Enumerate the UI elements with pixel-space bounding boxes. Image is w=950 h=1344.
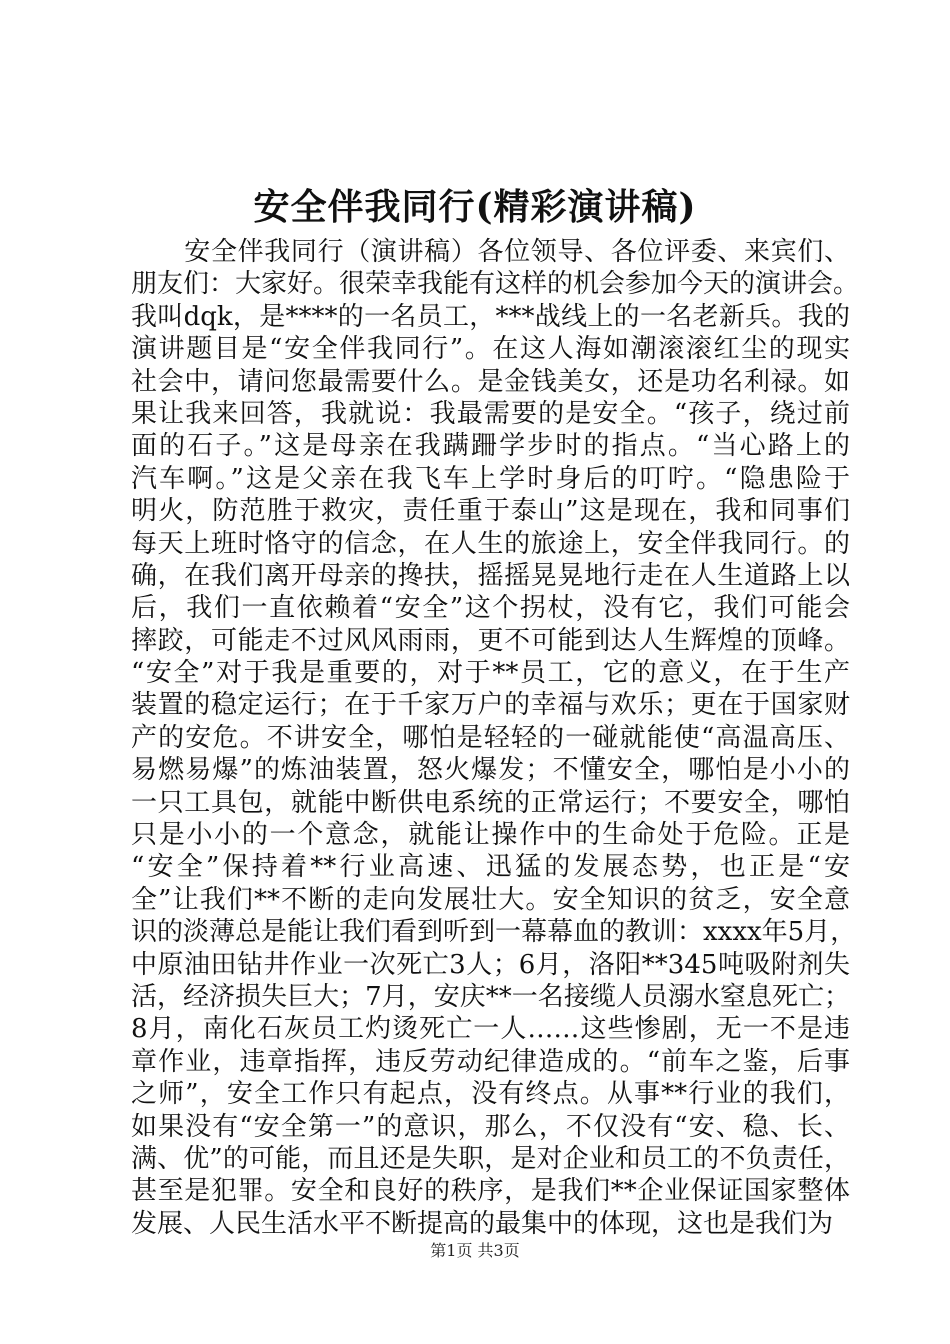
body-line: 全”让我们**不断的走向发展壮大。安全知识的贫乏，安全意 <box>131 884 850 915</box>
body-line: 活，经济损失巨大；7月，安庆**一名接缆人员溺水窒息死亡； <box>131 981 850 1012</box>
body-line: 中原油田钻井作业一次死亡3人；6月，洛阳**345吨吸附剂失 <box>131 949 850 980</box>
page-number: 第1页 共3页 <box>430 1241 520 1260</box>
document-body <box>131 236 860 1240</box>
body-line: 之师”，安全工作只有起点，没有终点。从事**行业的我们， <box>131 1079 850 1110</box>
body-line: 我叫dqk，是****的一名员工，***战线上的一名老新兵。我的 <box>131 301 850 332</box>
body-line: 果让我来回答，我就说：我最需要的是安全。“孩子，绕过前 <box>131 398 850 429</box>
body-line: 易燃易爆”的炼油装置，怒火爆发；不懂安全，哪怕是小小的 <box>131 755 850 786</box>
body-line: 识的淡薄总是能让我们看到听到一幕幕血的教训：xxxx年5月， <box>131 917 857 948</box>
body-line: 确，在我们离开母亲的搀扶，摇摇晃晃地行走在人生道路上以 <box>131 560 850 591</box>
body-line: 甚至是犯罪。安全和良好的秩序，是我们**企业保证国家整体 <box>131 1176 850 1207</box>
body-line: 只是小小的一个意念，就能让操作中的生命处于危险。正是 <box>131 820 850 851</box>
body-line: 摔跤，可能走不过风风雨雨，更不可能到达人生辉煌的顶峰。 <box>131 625 850 656</box>
document-title: 安全伴我同行(精彩演讲稿) <box>253 186 697 228</box>
body-line: 8月，南化石灰员工灼烫死亡一人……这些惨剧，无一不是违 <box>131 1014 850 1045</box>
body-line: 发展、人民生活水平不断提高的最集中的体现，这也是我们为 <box>131 1208 834 1239</box>
body-line: 每天上班时恪守的信念，在人生的旅途上，安全伴我同行。的 <box>131 528 850 559</box>
body-line: 演讲题目是“安全伴我同行”。在这人海如潮滚滚红尘的现实 <box>131 334 850 365</box>
body-line: 明火，防范胜于救灾，责任重于泰山”这是现在，我和同事们 <box>131 496 850 527</box>
body-line: 产的安危。不讲安全，哪怕是轻轻的一碰就能使“高温高压、 <box>131 722 850 753</box>
body-line: “安全”保持着**行业高速、迅猛的发展态势，也正是“安 <box>131 852 850 883</box>
body-line: 如果没有“安全第一”的意识，那么，不仅没有“安、稳、长、 <box>131 1111 850 1142</box>
body-line: 面的石子。”这是母亲在我蹒跚学步时的指点。“当心路上的 <box>131 431 850 462</box>
body-line: 安全伴我同行（演讲稿）各位领导、各位评委、来宾们、 <box>131 237 850 267</box>
body-line: 章作业，违章指挥，违反劳动纪律造成的。“前车之鉴，后事 <box>131 1046 850 1077</box>
body-line: 满、优”的可能，而且还是失职，是对企业和员工的不负责任， <box>131 1143 850 1174</box>
body-line: 社会中，请问您最需要什么。是金钱美女，还是功名利禄。如 <box>131 366 850 397</box>
body-line: 朋友们：大家好。很荣幸我能有这样的机会参加今天的演讲会。 <box>131 269 860 300</box>
body-line: “安全”对于我是重要的，对于**员工，它的意义，在于生产 <box>131 658 850 689</box>
body-line: 一只工具包，就能中断供电系统的正常运行；不要安全，哪怕 <box>131 787 850 818</box>
body-line: 装置的稳定运行；在于千家万户的幸福与欢乐；更在于国家财 <box>131 690 850 721</box>
body-line: 汽车啊。”这是父亲在我飞车上学时身后的叮咛。“隐患险于 <box>131 463 850 494</box>
body-line: 后，我们一直依赖着“安全”这个拐杖，没有它，我们可能会 <box>131 593 850 624</box>
